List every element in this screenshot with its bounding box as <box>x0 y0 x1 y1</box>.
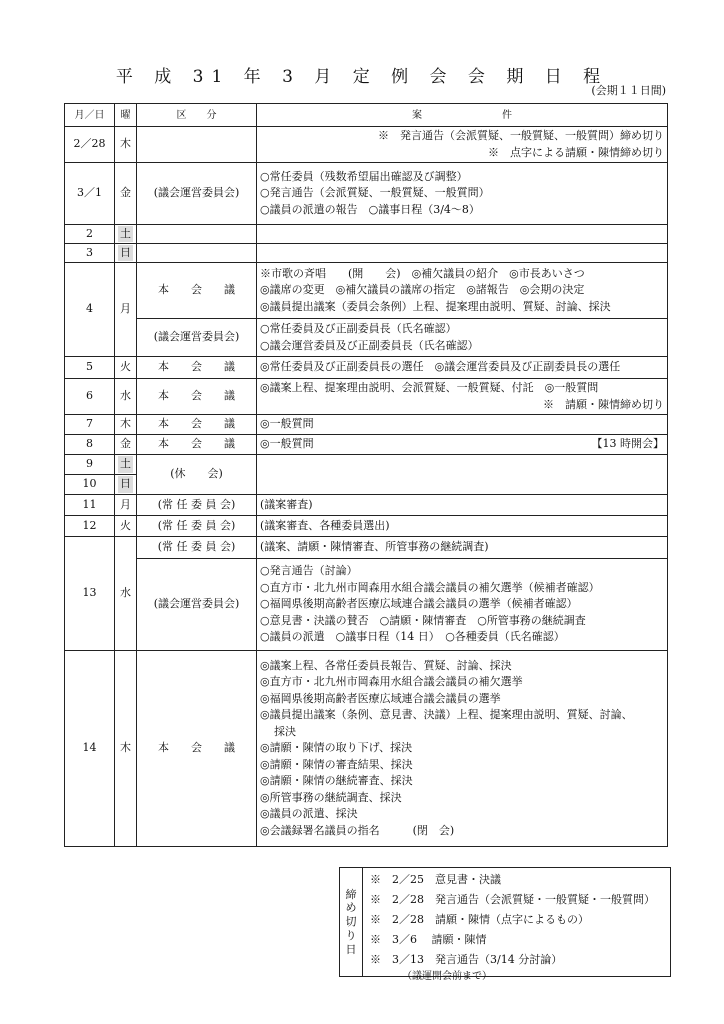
weekend-badge: 土 <box>118 456 133 473</box>
agenda-line: ◎議員の派遣、採決 <box>260 807 358 821</box>
label-char: め <box>345 901 357 915</box>
header-dow: 曜 <box>115 104 137 127</box>
agenda-line: ◎直方市・北九州市岡森用水組合議会議員の補欠選挙 <box>260 675 523 689</box>
table-row <box>65 357 668 379</box>
header-date: 月／日 <box>65 104 115 127</box>
agenda-line: 採決 <box>274 724 296 738</box>
agenda-line: ○発言通告（討論） <box>260 564 358 578</box>
label-char: 切 <box>345 915 357 929</box>
agenda-line: ○議員の派遣の報告 ○議事日程（3/4～8） <box>260 202 480 216</box>
division-cell <box>137 244 257 263</box>
weekend-badge: 土 <box>118 226 133 243</box>
list-item: ※ 2／25 意見書・決議 <box>370 873 501 886</box>
list-item: ※ 3／13 発言通告（3/14 分討論） <box>370 953 563 966</box>
agenda-line: ◎一般質問 <box>260 417 314 431</box>
agenda-line: ◎所管事務の継続調査、採決 <box>260 790 402 804</box>
agenda-line: ◎議席の変更 ◎補欠議員の議席の指定 ◎諸報告 ◎会期の決定 <box>260 283 585 297</box>
agenda-line: (議案、請願・陳情審査、所管事務の継続調査) <box>260 540 489 554</box>
list-item: ※ 3／6 請願・陳情 <box>370 933 487 946</box>
date-cell: 3 <box>65 244 115 263</box>
agenda-cell <box>257 495 668 516</box>
table-row <box>65 225 668 244</box>
dow-cell <box>115 455 137 475</box>
agenda-line: ◎常任委員及び正副委員長の選任 ◎議会運営委員及び正副委員長の選任 <box>260 360 621 374</box>
date-cell: 2／28 <box>65 127 115 163</box>
dow-cell <box>115 475 137 495</box>
date-cell: 3／1 <box>65 163 115 225</box>
list-item: ※ 2／28 請願・陳情（点字によるもの） <box>370 913 589 926</box>
date-cell: 12 <box>65 516 115 537</box>
agenda-line: ◎議員提出議案（委員会条例）上程、提案理由説明、質疑、討論、採決 <box>260 299 611 313</box>
agenda-line: ○意見書・決議の賛否 ○請願・陳情審査 ○所管事務の継続調査 <box>260 613 586 627</box>
table-row <box>65 127 668 163</box>
table-row <box>65 559 668 651</box>
dow-cell <box>115 244 137 263</box>
start-time-note: 【13 時開会】 <box>591 437 664 451</box>
table-row <box>65 319 668 357</box>
agenda-cell <box>257 379 668 415</box>
table-row <box>65 651 668 847</box>
date-cell: 9 <box>65 455 115 475</box>
weekend-badge: 日 <box>118 476 133 493</box>
table-row <box>65 455 668 475</box>
agenda-line: (議案審査) <box>260 497 313 511</box>
table-row <box>65 263 668 319</box>
agenda-line: ※ 点字による請願・陳情締め切り <box>488 145 664 159</box>
date-cell: 6 <box>65 379 115 415</box>
agenda-cell <box>257 516 668 537</box>
division-cell: (議会運営委員会) <box>137 163 257 225</box>
agenda-cell <box>257 357 668 379</box>
division-cell: (議会運営委員会) <box>137 319 257 357</box>
date-cell: 8 <box>65 435 115 455</box>
session-length: (会期１１日間) <box>591 84 666 97</box>
agenda-line: ○議員の派遣 ○議事日程（14 日） ○各種委員（氏名確認） <box>260 630 565 644</box>
agenda-line: ○福岡県後期高齢者医療広域連合議会議員の選挙（候補者確認） <box>260 597 578 611</box>
agenda-line: ○常任委員及び正副委員長（氏名確認） <box>260 322 457 335</box>
date-cell: 14 <box>65 651 115 847</box>
agenda-line: ○常任委員（残数希望届出確認及び調整） <box>260 169 468 183</box>
agenda-line: ※市歌の斉唱 (開 会) ◎補欠議員の紹介 ◎市長あいさつ <box>260 266 585 280</box>
division-cell: (議会運営委員会) <box>137 559 257 651</box>
dow-cell: 水 <box>115 537 137 651</box>
agenda-line: ○発言通告（会派質疑、一般質疑、一般質問） <box>260 186 490 200</box>
deadline-label <box>340 868 363 976</box>
table-row <box>65 163 668 225</box>
division-cell <box>137 225 257 244</box>
agenda-line: ◎請願・陳情の審査結果、採決 <box>260 757 413 771</box>
division-cell: 本 会 議 <box>137 357 257 379</box>
header-agenda: 案 件 <box>257 104 668 127</box>
table-row <box>65 495 668 516</box>
agenda-cell <box>257 455 668 495</box>
agenda-line: ※ 発言通告（会派質疑、一般質疑、一般質問）締め切り <box>378 129 664 142</box>
table-row <box>65 537 668 559</box>
agenda-line: ◎請願・陳情の取り下げ、採決 <box>260 741 413 755</box>
deadline-note: （議運開会前まで） <box>402 971 492 982</box>
dow-cell: 金 <box>115 163 137 225</box>
list-item: ※ 2／28 発言通告（会派質疑・一般質疑・一般質問） <box>370 893 655 906</box>
label-char: 締 <box>345 887 357 901</box>
dow-cell <box>115 225 137 244</box>
dow-cell: 木 <box>115 127 137 163</box>
table-row <box>65 415 668 435</box>
division-cell: 本 会 議 <box>137 379 257 415</box>
agenda-cell <box>257 651 668 847</box>
division-cell <box>137 127 257 163</box>
dow-cell: 木 <box>115 415 137 435</box>
division-cell: 本 会 議 <box>137 415 257 435</box>
dow-cell: 月 <box>115 495 137 516</box>
agenda-line: ○議会運営委員及び正副委員長（氏名確認） <box>260 338 479 352</box>
date-cell: 5 <box>65 357 115 379</box>
agenda-cell <box>257 435 668 455</box>
agenda-cell <box>257 225 668 244</box>
division-cell: (常 任 委 員 会) <box>137 537 257 559</box>
agenda-cell <box>257 319 668 357</box>
date-cell: 7 <box>65 415 115 435</box>
dow-cell: 水 <box>115 379 137 415</box>
division-cell: 本 会 議 <box>137 263 257 319</box>
agenda-line: ◎議案上程、各常任委員長報告、質疑、討論、採決 <box>260 658 512 672</box>
agenda-cell <box>257 263 668 319</box>
table-row <box>65 244 668 263</box>
label-char: 日 <box>345 942 357 956</box>
agenda-line: ○直方市・北九州市岡森用水組合議会議員の補欠選挙（候補者確認） <box>260 580 600 594</box>
agenda-line: ※ 請願・陳情締め切り <box>543 397 664 411</box>
agenda-line: ◎議案上程、提案理由説明、会派質疑、一般質疑、付託 ◎一般質問 <box>260 381 599 394</box>
agenda-cell <box>257 559 668 651</box>
agenda-line: ◎福岡県後期高齢者医療広域連合議会議員の選挙 <box>260 691 501 705</box>
deadline-list <box>370 870 668 984</box>
agenda-cell <box>257 163 668 225</box>
date-cell: 11 <box>65 495 115 516</box>
agenda-line: ◎会議録署名議員の指名 (閉 会) <box>260 823 455 837</box>
agenda-line: ◎一般質問 <box>260 437 314 451</box>
agenda-line: (議案審査、各種委員選出) <box>260 518 390 532</box>
dow-cell: 木 <box>115 651 137 847</box>
label-char: り <box>345 928 357 942</box>
date-cell: 10 <box>65 475 115 495</box>
dow-cell: 金 <box>115 435 137 455</box>
agenda-line: ◎議員提出議案（条例、意見書、決議）上程、提案理由説明、質疑、討論、 <box>260 708 633 722</box>
date-cell: 2 <box>65 225 115 244</box>
agenda-cell <box>257 244 668 263</box>
agenda-cell <box>257 537 668 559</box>
agenda-cell <box>257 127 668 163</box>
dow-cell: 火 <box>115 516 137 537</box>
header-row <box>65 104 668 127</box>
table-row <box>65 516 668 537</box>
page-title: 平 成 31 年 3 月 定 例 会 会 期 日 程 <box>115 67 609 87</box>
table-row <box>65 379 668 415</box>
deadline-box <box>339 867 671 982</box>
division-cell: 本 会 議 <box>137 435 257 455</box>
division-cell: (常 任 委 員 会) <box>137 495 257 516</box>
division-cell: (休 会) <box>137 455 257 495</box>
agenda-cell <box>257 415 668 435</box>
date-cell: 4 <box>65 263 115 357</box>
agenda-line: ◎請願・陳情の継続審査、採決 <box>260 774 413 788</box>
division-cell: 本 会 議 <box>137 651 257 847</box>
table-row <box>65 435 668 455</box>
schedule-table <box>64 103 668 847</box>
division-cell: (常 任 委 員 会) <box>137 516 257 537</box>
date-cell: 13 <box>65 537 115 651</box>
dow-cell: 火 <box>115 357 137 379</box>
dow-cell: 月 <box>115 263 137 357</box>
header-division: 区 分 <box>137 104 257 127</box>
weekend-badge: 日 <box>118 245 133 262</box>
